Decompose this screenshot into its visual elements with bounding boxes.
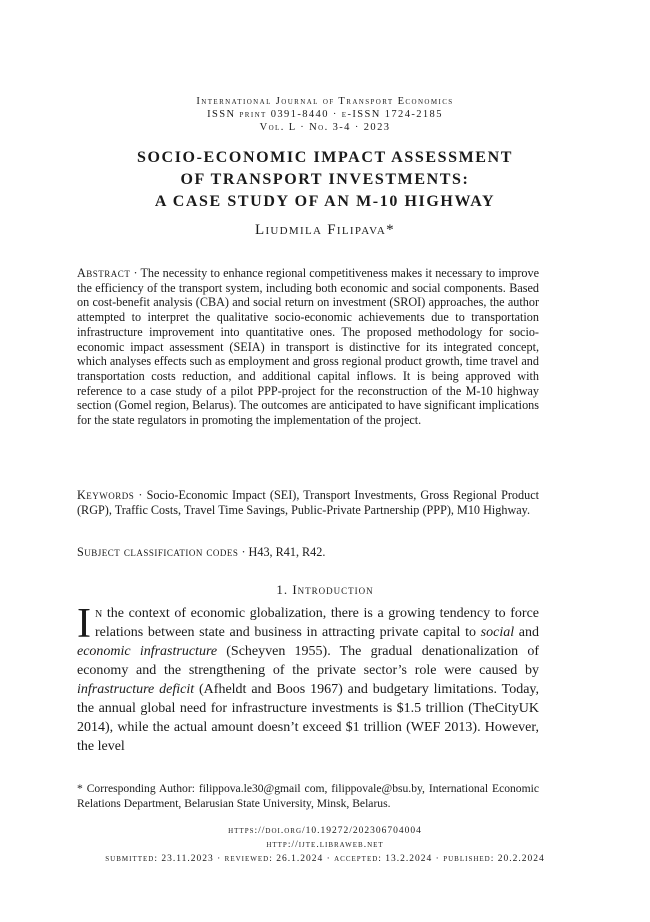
lead-word: n [95, 606, 103, 621]
section-heading: 1. Introduction [276, 582, 374, 597]
intro-text-4: (Afheldt and Boos 1967) and budgetary limitations. Today, the annual global need for infrastructure investments is $1.5 trillion (TheCityUK 2014), while the actual amount doesn’t exceed $1 trillion (WEF 2013). However, the level [77, 682, 539, 754]
abstract [77, 266, 539, 428]
journal-volume: Vol. L · No. 3-4 · 2023 [259, 122, 391, 133]
abstract-separator: · [130, 266, 141, 280]
intro-emphasis-1: social [480, 625, 515, 640]
footer-doi[interactable]: https://doi.org/10.19272/202306704004 [228, 826, 422, 836]
title-line-3: A CASE STUDY OF AN M-10 HIGHWAY [154, 193, 496, 210]
drop-cap: I [77, 601, 91, 647]
classification-separator: · [238, 545, 249, 559]
keywords-separator: · [134, 488, 147, 502]
intro-emphasis-3: infrastructure deficit [77, 682, 195, 697]
intro-text-2: and [514, 625, 539, 640]
footnote: * Corresponding Author: filippova.le30@gmail com, filippovale@bsu.by, International Economic Relations Department, Belarusian State University, Minsk, Belarus. [77, 782, 539, 810]
abstract-text: The necessity to enhance regional competitiveness makes it necessary to improve the efficiency of the transport system, including both economic and social components. Based on cost-benefit analysis (CBA) and social return on investment (SROI) approaches, the author attempted to interpret the qualitative socio-economic achievements due to transportation infrastructure improvement into quantitative ones. The proposed methodology for socio-economic impact assessment (SEIA) in transport is distinctive for its integrated concept, which analyses effects such as employment and gross regional product growth, time travel and transportation costs reduction, and additional capital inflows. It is being approved with reference to a case study of a pilot PPP-project for the reconstruction of the M-10 highway section (Gomel region, Belarus). The outcomes are anticipated to have significant implications for the state regulators in promoting the implementation of the project. [77, 266, 539, 428]
subject-classification [77, 545, 539, 560]
journal-name: International Journal of Transport Economics [196, 96, 454, 107]
abstract-label: Abstract [77, 266, 131, 280]
author-footnote-mark: * [386, 222, 395, 238]
classification-text: H43, R41, R42. [248, 545, 326, 559]
keywords [77, 488, 539, 517]
journal-issn: ISSN print 0391-8440 · e-ISSN 1724-2185 [207, 109, 443, 120]
keywords-label: Keywords [77, 488, 135, 502]
footer-url[interactable]: http://ijte.libraweb.net [266, 840, 384, 850]
author-name-text: Liudmila Filipava [255, 222, 387, 238]
footer-dates: submitted: 23.11.2023 · reviewed: 26.1.2024 · accepted: 13.2.2024 · published: 20.2.2024 [105, 854, 545, 864]
intro-text-3: (Scheyven 1955). The gradual denationalization of economy and the strengthening of the private sector’s role were caused by [77, 644, 539, 678]
title-line-1: SOCIO-ECONOMIC IMPACT ASSESSMENT [137, 149, 513, 166]
classification-label: Subject classification codes [77, 545, 239, 559]
article-title [0, 147, 650, 213]
introduction-paragraph [77, 601, 539, 756]
intro-emphasis-2: economic infrastructure [77, 644, 218, 659]
intro-text-1: the context of economic globalization, there is a growing tendency to force relations between state and business in attracting private capital to [95, 606, 539, 640]
title-line-2: OF TRANSPORT INVESTMENTS: [180, 171, 470, 188]
author-name [0, 222, 650, 239]
keywords-text: Socio-Economic Impact (SEI), Transport Investments, Gross Regional Product (RGP), Traffic Costs, Travel Time Savings, Public-Private Partnership (PPP), M10 Highway. [77, 488, 540, 517]
